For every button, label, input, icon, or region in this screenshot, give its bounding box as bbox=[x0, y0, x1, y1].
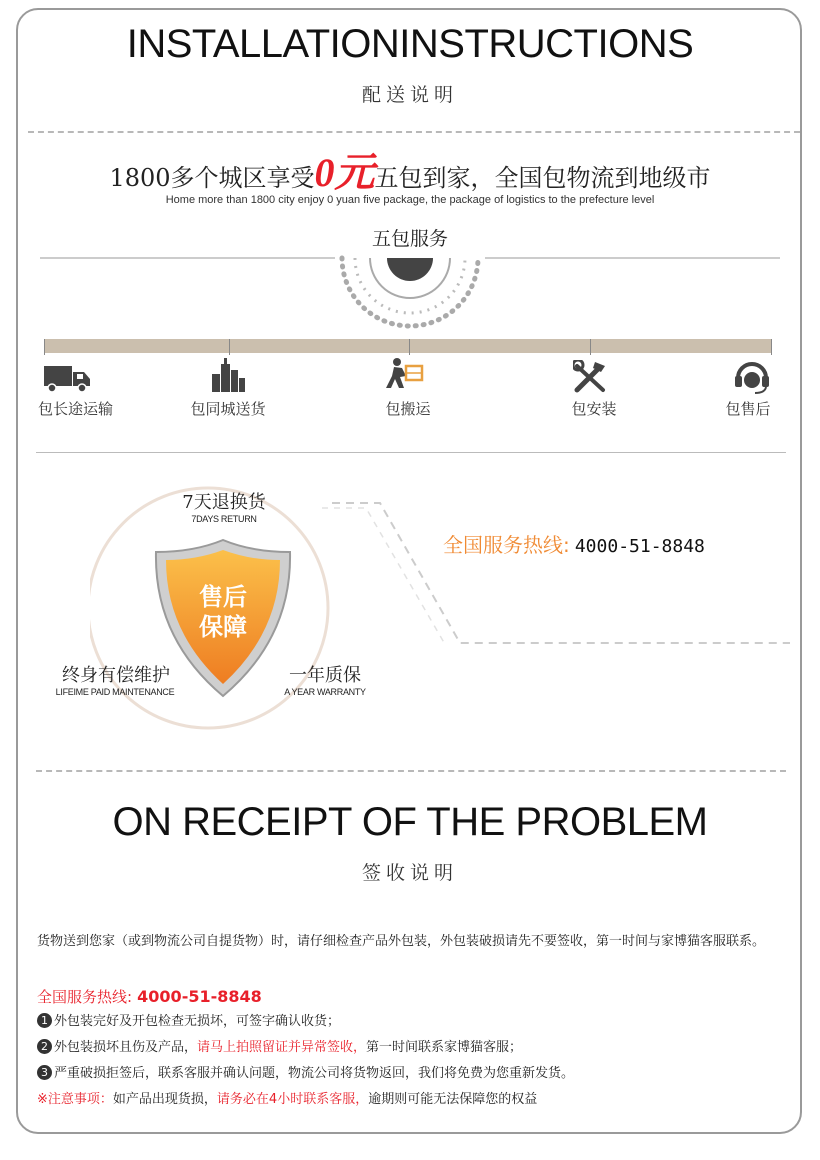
badge-return-zh: 7天退换货 bbox=[182, 492, 266, 513]
service-label-long-haul: 包长途运输 bbox=[38, 400, 114, 418]
badge-warranty-zh: 一年质保 bbox=[289, 665, 361, 686]
badge-return-en: 7DAYS RETURN bbox=[191, 514, 257, 524]
receipt-subtitle: 签收说明 bbox=[361, 862, 458, 884]
divider-2 bbox=[36, 452, 786, 453]
bar-tick bbox=[590, 339, 591, 355]
receipt-hotline-label: 全国服务热线: bbox=[37, 988, 133, 1006]
promo-headline bbox=[0, 150, 820, 196]
item-text: 严重破损拒签后，联系客服并确认问题，物流公司将货物返回，我们将免费为您重新发货。 bbox=[54, 1066, 575, 1081]
receipt-hotline bbox=[37, 986, 262, 1007]
service-label-installation: 包安装 bbox=[571, 400, 617, 418]
receipt-item-3 bbox=[37, 1062, 797, 1086]
divider-1 bbox=[28, 131, 800, 133]
item-number: 3 bbox=[37, 1065, 52, 1080]
badge-maintenance-zh: 终身有偿维护 bbox=[62, 665, 170, 686]
receipt-item-1 bbox=[37, 1010, 797, 1034]
service-label-after-sales: 包售后 bbox=[725, 400, 771, 418]
receipt-note bbox=[37, 1088, 797, 1112]
divider-3 bbox=[36, 770, 786, 772]
badge-maintenance-en: LIFEIME PAID MAINTENANCE bbox=[55, 687, 175, 697]
bar-tick bbox=[229, 339, 230, 355]
headset-icon bbox=[733, 358, 771, 396]
shield-text bbox=[152, 582, 294, 642]
promo-zero: 0元 bbox=[314, 150, 375, 195]
services-emblem bbox=[0, 250, 820, 330]
bar-tick bbox=[409, 339, 410, 355]
promo-suffix: 五包到家，全国包物流到地级市 bbox=[374, 164, 711, 192]
item-number: 1 bbox=[37, 1013, 52, 1028]
note-red: 请务必在4小时联系客服， bbox=[216, 1092, 369, 1107]
hotline-number: 4000-51-8848 bbox=[574, 536, 705, 557]
service-label-carrying: 包搬运 bbox=[385, 400, 431, 418]
bar-tick bbox=[44, 339, 45, 355]
receipt-title: ON RECEIPT OF THE PROBLEM bbox=[112, 800, 708, 844]
item-number: 2 bbox=[37, 1039, 52, 1054]
item-text-pre: 外包装损坏且伤及产品， bbox=[54, 1040, 198, 1055]
shield-line-1: 售后 bbox=[199, 583, 247, 611]
note-pre: 如产品出现货损， bbox=[112, 1092, 217, 1107]
page-subtitle: 配送说明 bbox=[361, 84, 458, 106]
services-bar bbox=[44, 339, 772, 353]
hotline-label: 全国服务热线: bbox=[443, 533, 570, 557]
note-post: 逾期则可能无法保障您的权益 bbox=[368, 1092, 538, 1107]
tools-icon bbox=[573, 360, 609, 394]
receipt-hotline-number: 4000-51-8848 bbox=[137, 987, 262, 1006]
truck-icon bbox=[44, 364, 92, 394]
porter-icon bbox=[386, 358, 426, 394]
item-text: 外包装完好及开包检查无损坏，可签字确认收货； bbox=[54, 1014, 341, 1029]
promo-prefix: 1800多个城区享受 bbox=[109, 164, 315, 192]
bar-tick bbox=[771, 339, 772, 355]
services-title: 五包服务 bbox=[371, 228, 448, 250]
receipt-item-2 bbox=[37, 1036, 797, 1060]
shield-line-2: 保障 bbox=[199, 613, 247, 641]
promo-english: Home more than 1800 city enjoy 0 yuan five package, the package of logistics to the prefecture level bbox=[165, 194, 655, 206]
page-title: INSTALLATIONINSTRUCTIONS bbox=[126, 22, 694, 66]
hotline bbox=[443, 529, 705, 558]
service-label-city-delivery: 包同城送货 bbox=[190, 400, 266, 418]
item-text-red: 请马上拍照留证并异常签收， bbox=[197, 1040, 367, 1055]
note-label: ※注意事项： bbox=[37, 1092, 113, 1107]
badge-warranty-en: A YEAR WARRANTY bbox=[284, 687, 366, 697]
item-text-post: 第一时间联系家博猫客服； bbox=[366, 1040, 523, 1055]
receipt-intro: 货物送到您家（或到物流公司自提货物）时，请仔细检查产品外包装，外包装破损请先不要签收，第一时间与家博猫客服联系。 bbox=[37, 934, 766, 949]
city-buildings-icon bbox=[210, 358, 246, 394]
